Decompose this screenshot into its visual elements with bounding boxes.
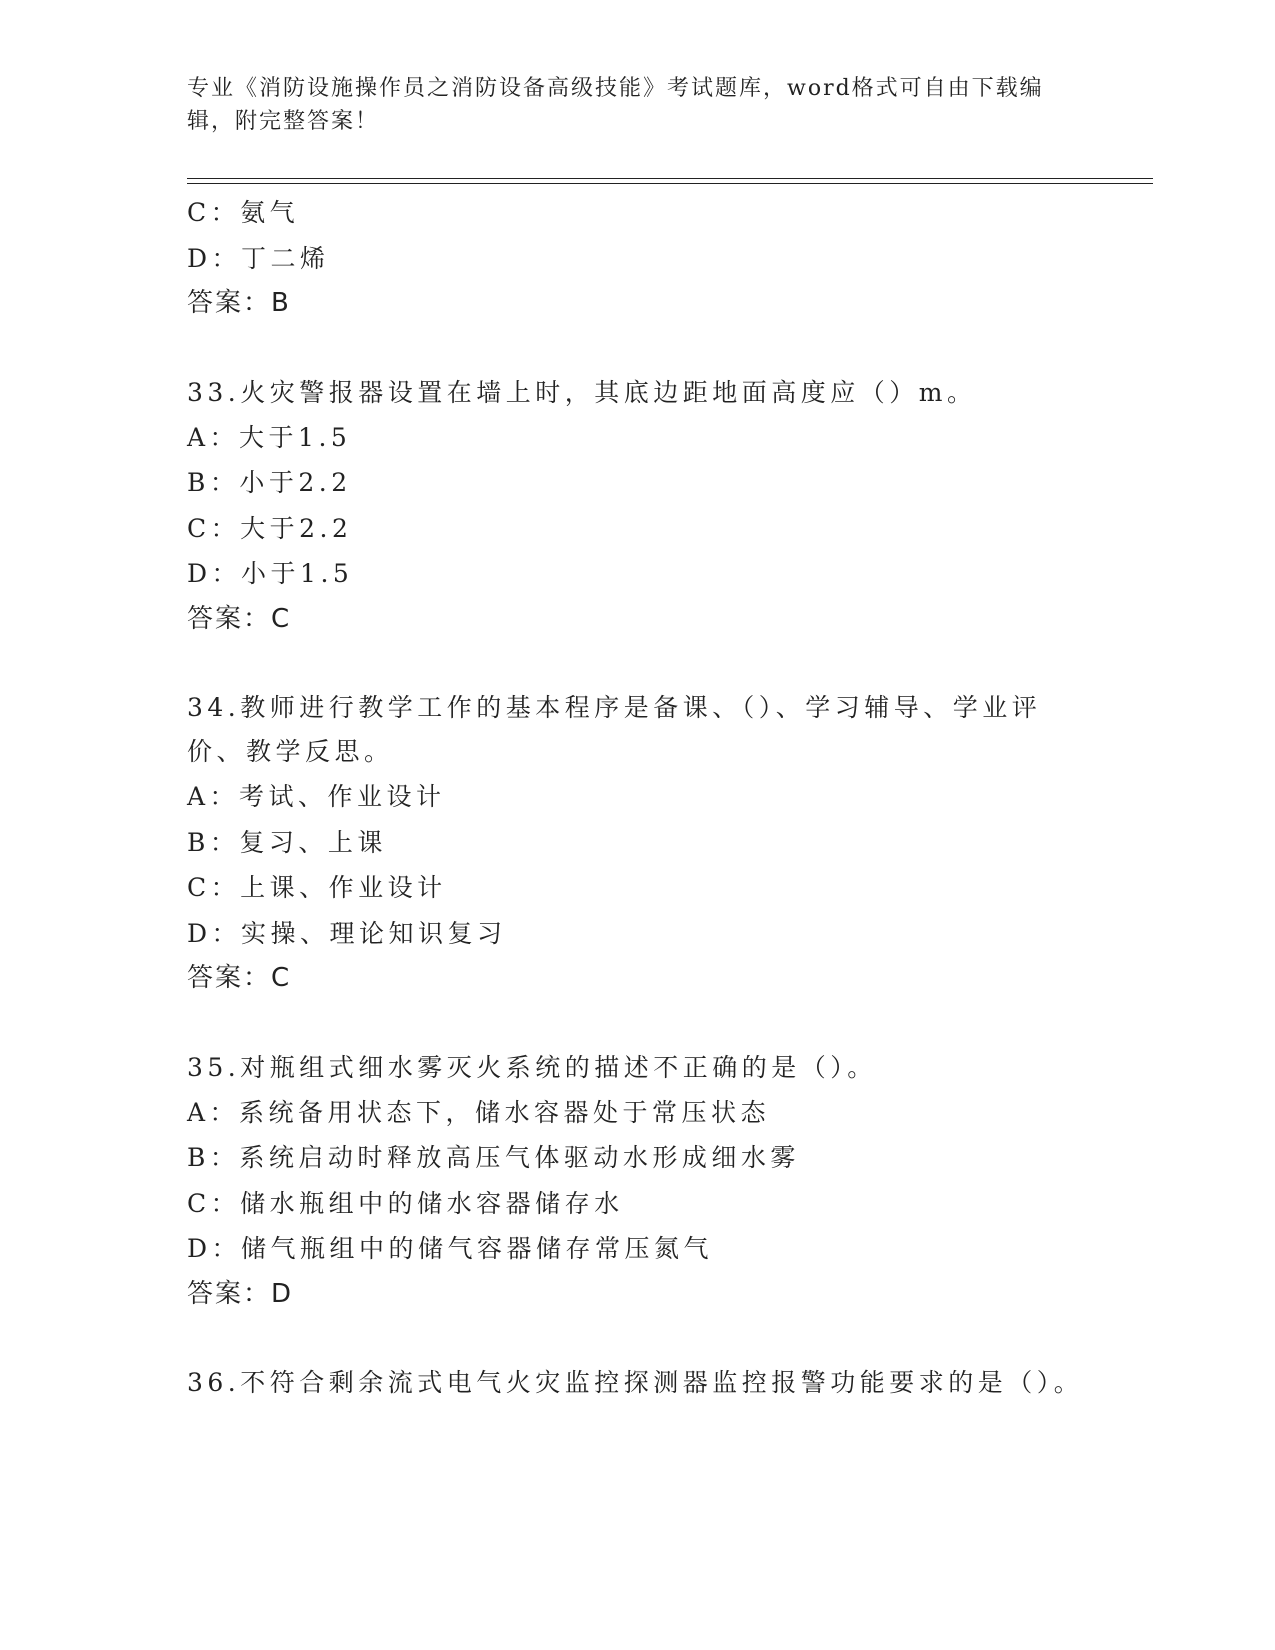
question-32-tail (187, 190, 1087, 327)
option-c: C：氨气 (187, 198, 300, 227)
option-b: B：系统启动时释放高压气体驱动水形成细水雾 (187, 1143, 800, 1172)
option-d: D：储气瓶组中的储气容器储存常压氮气 (187, 1234, 714, 1263)
question-stem: 33.火灾警报器设置在墙上时，其底边距地面高度应（）m。 (187, 377, 977, 407)
question-36 (187, 1361, 1087, 1405)
option-d: D：实操、理论知识复习 (187, 918, 507, 948)
answer: 答案：B (187, 288, 291, 318)
header-rule-bottom (187, 183, 1153, 184)
document-body (187, 190, 1087, 1405)
question-stem: 36.不符合剩余流式电气火灾监控探测器监控报警功能要求的是（）。 (187, 1368, 1084, 1397)
answer: 答案：C (187, 963, 292, 993)
question-34 (187, 686, 1087, 1002)
answer: 答案：D (187, 1278, 294, 1309)
answer: 答案：C (187, 603, 292, 634)
header-rule-top (187, 178, 1153, 179)
option-b: B：小于2.2 (187, 468, 352, 497)
question-35 (187, 1046, 1087, 1318)
option-c: C：储水瓶组中的储水容器储存水 (187, 1188, 624, 1218)
question-33 (187, 371, 1087, 643)
option-c: C：上课、作业设计 (187, 873, 447, 902)
option-a: A：系统备用状态下，储水容器处于常压状态 (187, 1097, 771, 1127)
document-header: 专业《消防设施操作员之消防设备高级技能》考试题库，word格式可自由下载编辑，附完整答案！ (187, 76, 1044, 134)
option-d: D：丁二烯 (187, 243, 330, 273)
option-b: B：复习、上课 (187, 827, 387, 857)
question-stem: 34.教师进行教学工作的基本程序是备课、（）、学习辅导、学业评价、教学反思。 (187, 693, 1042, 766)
question-stem: 35.对瓶组式细水雾灭火系统的描述不正确的是（）。 (187, 1052, 877, 1082)
option-a: A：考试、作业设计 (187, 782, 446, 811)
option-d: D：小于1.5 (187, 559, 354, 588)
option-c: C：大于2.2 (187, 513, 353, 543)
option-a: A：大于1.5 (187, 422, 352, 452)
